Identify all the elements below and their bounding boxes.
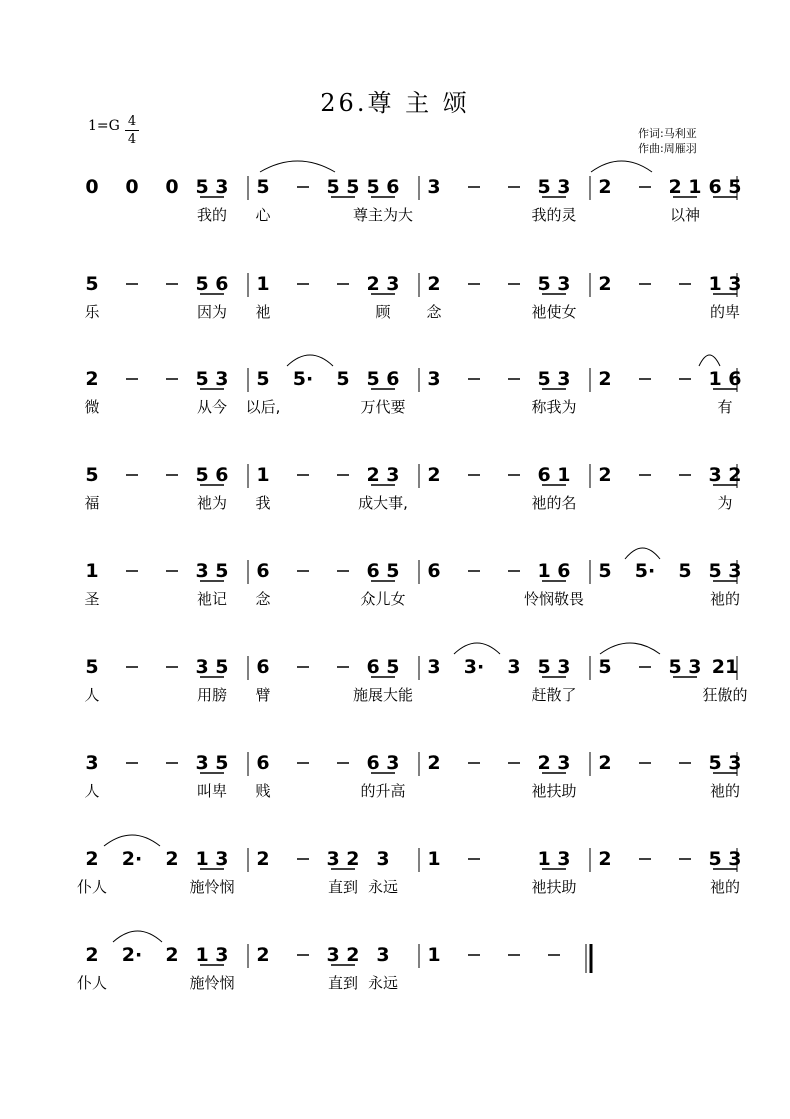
lyric: 人 bbox=[84, 782, 100, 800]
note: 2· bbox=[121, 848, 143, 870]
lyric: 念 bbox=[255, 590, 271, 608]
lyric: 我的 bbox=[196, 206, 228, 224]
lyric: 尊主为大 bbox=[352, 206, 414, 224]
note: 5 bbox=[256, 368, 270, 390]
note: 5· bbox=[634, 560, 656, 582]
note: 5 bbox=[336, 368, 350, 390]
note: 2· bbox=[121, 944, 143, 966]
note: 5 3 bbox=[537, 176, 571, 198]
note: 5 6 bbox=[366, 176, 400, 198]
lyric: 贱 bbox=[255, 782, 271, 800]
note: 3 bbox=[507, 656, 521, 678]
lyric: 祂使女 bbox=[531, 303, 577, 321]
lyric: 施怜悯 bbox=[189, 878, 235, 896]
lyric: 直到 bbox=[327, 974, 359, 992]
note: 0 bbox=[85, 176, 99, 198]
note: 1 6 bbox=[537, 560, 571, 582]
key-signature: 1=G bbox=[88, 118, 120, 134]
note: 2 bbox=[598, 368, 612, 390]
note: 5 3 bbox=[708, 752, 742, 774]
lyric: 祂扶助 bbox=[531, 782, 577, 800]
note: 2 bbox=[598, 273, 612, 295]
note: 6 bbox=[256, 560, 270, 582]
lyric: 因为 bbox=[196, 303, 228, 321]
note: 2 bbox=[427, 273, 441, 295]
lyric: 直到 bbox=[327, 878, 359, 896]
note: 2 bbox=[85, 368, 99, 390]
note: 21 bbox=[711, 656, 739, 678]
note: 5 3 bbox=[537, 368, 571, 390]
lyric: 以神 bbox=[669, 206, 701, 224]
note: 2 bbox=[256, 848, 270, 870]
lyric: 成大事, bbox=[358, 494, 408, 512]
lyric: 仆人 bbox=[76, 974, 108, 992]
note: 5 3 bbox=[668, 656, 702, 678]
note: 2 bbox=[85, 944, 99, 966]
lyric: 祂的 bbox=[709, 878, 741, 896]
lyric: 祂的 bbox=[709, 590, 741, 608]
note: 5 3 bbox=[195, 176, 229, 198]
note: 1 bbox=[256, 273, 270, 295]
note: 6 1 bbox=[537, 464, 571, 486]
note: 1 3 bbox=[195, 944, 229, 966]
lyric: 万代要 bbox=[360, 398, 406, 416]
slur bbox=[625, 548, 660, 559]
note: 2 bbox=[256, 944, 270, 966]
lyric: 叫卑 bbox=[196, 782, 228, 800]
slur bbox=[591, 161, 652, 172]
note: 0 bbox=[165, 176, 179, 198]
note: 2 3 bbox=[366, 273, 400, 295]
lyric: 人 bbox=[84, 686, 100, 704]
note: 5 bbox=[85, 273, 99, 295]
lyric: 永远 bbox=[367, 974, 399, 992]
note: 5 bbox=[85, 464, 99, 486]
lyric: 赶散了 bbox=[531, 686, 577, 704]
note: 2 bbox=[598, 752, 612, 774]
lyric: 众儿女 bbox=[360, 590, 406, 608]
note: 3 5 bbox=[195, 752, 229, 774]
lyric: 施怜悯 bbox=[189, 974, 235, 992]
note: 3 2 bbox=[326, 944, 360, 966]
note: 6 5 bbox=[366, 656, 400, 678]
lyric: 以后, bbox=[245, 398, 281, 416]
lyric: 狂傲的 bbox=[702, 686, 748, 704]
note: 1 bbox=[85, 560, 99, 582]
note: 2 bbox=[427, 752, 441, 774]
lyric: 念 bbox=[426, 303, 442, 321]
note: 2 1 bbox=[668, 176, 702, 198]
note: 3 bbox=[376, 848, 390, 870]
lyric: 的升高 bbox=[360, 782, 406, 800]
note: 1 bbox=[427, 848, 441, 870]
lyric: 有 bbox=[717, 398, 733, 416]
song-title: 26.尊 主 颂 bbox=[320, 89, 470, 117]
lyric: 称我为 bbox=[531, 398, 577, 416]
note: 3 bbox=[85, 752, 99, 774]
note: 1 3 bbox=[537, 848, 571, 870]
lyric: 祂扶助 bbox=[531, 878, 577, 896]
note: 5 bbox=[598, 560, 612, 582]
note: 5 3 bbox=[537, 273, 571, 295]
note: 3 bbox=[427, 368, 441, 390]
note: 5 bbox=[598, 656, 612, 678]
time-signature-top: 4 bbox=[127, 114, 137, 129]
note: 6 bbox=[256, 752, 270, 774]
lyric: 永远 bbox=[367, 878, 399, 896]
lyric: 祂记 bbox=[196, 590, 228, 608]
lyric: 施展大能 bbox=[352, 686, 414, 704]
note: 5 3 bbox=[537, 656, 571, 678]
note: 3 bbox=[427, 176, 441, 198]
note: 3· bbox=[463, 656, 485, 678]
note: 5 bbox=[678, 560, 692, 582]
note: 5 bbox=[85, 656, 99, 678]
note: 3 5 bbox=[195, 656, 229, 678]
note: 5 3 bbox=[708, 848, 742, 870]
note: 2 bbox=[85, 848, 99, 870]
note: 1 3 bbox=[708, 273, 742, 295]
composer: 作曲:周雁羽 bbox=[638, 142, 697, 155]
note: 3 2 bbox=[326, 848, 360, 870]
note: 2 bbox=[427, 464, 441, 486]
note: 1 3 bbox=[195, 848, 229, 870]
note: 2 3 bbox=[537, 752, 571, 774]
note: 3 bbox=[427, 656, 441, 678]
lyric: 乐 bbox=[84, 303, 100, 321]
note: 6 5 bbox=[708, 176, 742, 198]
note: 5 3 bbox=[708, 560, 742, 582]
slur bbox=[287, 355, 333, 366]
note: 3 5 bbox=[195, 560, 229, 582]
slur bbox=[600, 643, 660, 654]
note: 2 bbox=[598, 848, 612, 870]
lyric: 的卑 bbox=[709, 303, 741, 321]
lyric: 圣 bbox=[84, 590, 100, 608]
lyric: 祂的 bbox=[709, 782, 741, 800]
note: 1 bbox=[427, 944, 441, 966]
note: 2 bbox=[165, 848, 179, 870]
lyric: 仆人 bbox=[76, 878, 108, 896]
note: 2 bbox=[598, 464, 612, 486]
note: 1 bbox=[256, 464, 270, 486]
lyric: 从今 bbox=[196, 398, 228, 416]
slur bbox=[113, 931, 162, 942]
note: 6 5 bbox=[366, 560, 400, 582]
lyric: 顾 bbox=[375, 303, 391, 321]
note: 5 5 bbox=[326, 176, 360, 198]
note: 0 bbox=[125, 176, 139, 198]
note: 5 6 bbox=[195, 273, 229, 295]
note: 3 2 bbox=[708, 464, 742, 486]
note: 5 6 bbox=[366, 368, 400, 390]
slur bbox=[260, 161, 335, 172]
lyric: 心 bbox=[255, 206, 271, 224]
note: 2 bbox=[598, 176, 612, 198]
lyric: 我的灵 bbox=[531, 206, 577, 224]
note: 1 6 bbox=[708, 368, 742, 390]
time-signature-bottom: 4 bbox=[125, 130, 139, 148]
lyric: 微 bbox=[84, 398, 100, 416]
note: 5· bbox=[292, 368, 314, 390]
lyric: 祂为 bbox=[196, 494, 228, 512]
note: 6 3 bbox=[366, 752, 400, 774]
lyric: 为 bbox=[717, 494, 733, 512]
slur bbox=[454, 643, 500, 654]
slur bbox=[104, 835, 160, 846]
lyric: 用膀 bbox=[196, 686, 228, 704]
note: 6 bbox=[256, 656, 270, 678]
lyricist: 作词:马利亚 bbox=[638, 127, 697, 140]
note: 2 bbox=[165, 944, 179, 966]
note: 2 3 bbox=[366, 464, 400, 486]
lyric: 我 bbox=[255, 494, 271, 512]
note: 5 3 bbox=[195, 368, 229, 390]
note: 5 bbox=[256, 176, 270, 198]
lyric: 祂的名 bbox=[531, 494, 577, 512]
lyric: 福 bbox=[84, 494, 100, 512]
lyric: 祂 bbox=[255, 303, 271, 321]
slur bbox=[699, 355, 720, 366]
lyric: 臂 bbox=[255, 686, 271, 704]
note: 5 6 bbox=[195, 464, 229, 486]
note: 3 bbox=[376, 944, 390, 966]
lyric: 怜悯敬畏 bbox=[523, 590, 585, 608]
note: 6 bbox=[427, 560, 441, 582]
